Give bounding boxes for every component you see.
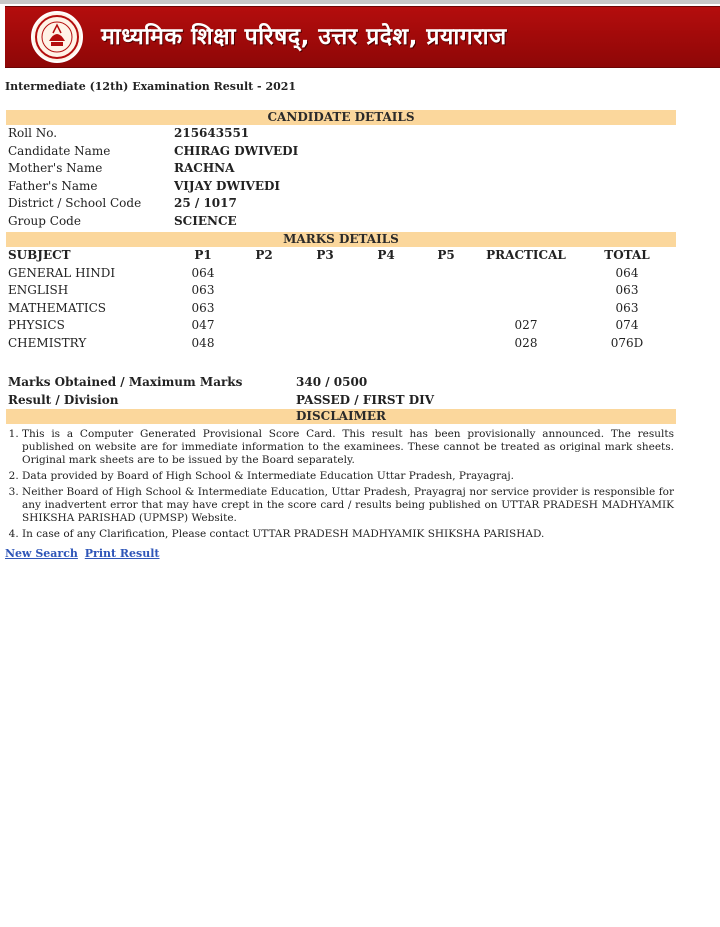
detail-value: 25 / 1017 [174, 196, 237, 210]
col-p2: P2 [255, 248, 273, 262]
mark-p1: 063 [191, 300, 215, 315]
detail-value: RACHNA [174, 161, 235, 175]
subject-name: PHYSICS [8, 318, 65, 332]
marks-row [6, 282, 676, 300]
marks-row [6, 317, 676, 335]
result-division-value: PASSED / FIRST DIV [296, 392, 435, 407]
detail-label: District / School Code [8, 196, 142, 210]
col-p3: P3 [316, 248, 334, 262]
board-title: माध्यमिक शिक्षा परिषद्, उत्तर प्रदेश, प्रयागराज [101, 24, 507, 50]
col-practical: PRACTICAL [486, 248, 566, 262]
detail-label: Mother's Name [8, 161, 103, 175]
marks-obtained-label: Marks Obtained / Maximum Marks [8, 375, 243, 389]
col-p4: P4 [377, 248, 395, 262]
disclaimer-item: 3. Neither Board of High School & Intermediate Education, Uttar Pradesh, Prayagraj nor service provider is responsible for any inadvertent error that may have crept in the score card / results being published on UTTAR PRADESH MADHYAMIK SHIKSHA PARISHAD (UPMSP) Website. [22, 486, 674, 525]
result-division-label: Result / Division [8, 392, 119, 407]
detail-value: SCIENCE [174, 213, 237, 228]
marks-row [6, 335, 676, 353]
candidate-details-heading: CANDIDATE DETAILS [6, 110, 676, 125]
header-banner [5, 6, 720, 68]
detail-value: VIJAY DWIVEDI [174, 178, 281, 193]
mark-total: 064 [615, 265, 639, 280]
new-search-link[interactable]: New Search [5, 547, 78, 560]
candidate-details-section [6, 110, 676, 230]
marks-details-section [6, 232, 676, 352]
detail-row-roll [6, 125, 676, 143]
detail-label: Group Code [8, 213, 81, 228]
disclaimer-section [6, 409, 676, 544]
subject-name: MATHEMATICS [8, 300, 106, 315]
detail-row-group [6, 213, 676, 231]
detail-row-father [6, 178, 676, 196]
detail-value: 215643551 [174, 126, 250, 140]
upmsp-emblem-icon [31, 11, 83, 63]
marks-obtained-value: 340 / 0500 [296, 375, 368, 389]
detail-label: Father's Name [8, 178, 98, 193]
mark-total: 074 [615, 318, 639, 332]
mark-p1: 048 [191, 335, 215, 350]
mark-p1: 063 [191, 283, 215, 297]
subject-name: CHEMISTRY [8, 335, 87, 350]
mark-practical: 028 [514, 335, 538, 350]
print-result-link[interactable]: Print Result [84, 547, 160, 560]
marks-details-heading: MARKS DETAILS [6, 232, 676, 247]
subject-name: ENGLISH [8, 283, 69, 297]
mark-total: 076D [610, 335, 644, 350]
mark-p1: 064 [191, 265, 215, 280]
mark-practical: 027 [514, 318, 538, 332]
result-summary [6, 374, 676, 409]
detail-row-district [6, 195, 676, 213]
disclaimer-item: 2. Data provided by Board of High School & Intermediate Education Uttar Pradesh, Prayagraj. [22, 470, 674, 483]
detail-row-mother [6, 160, 676, 178]
detail-value: CHIRAG DWIVEDI [174, 143, 299, 158]
col-subject: SUBJECT [8, 248, 71, 262]
marks-row [6, 265, 676, 283]
marks-row [6, 300, 676, 318]
disclaimer-heading: DISCLAIMER [6, 409, 676, 424]
result-links [5, 547, 163, 560]
result-division-row [6, 392, 676, 410]
mark-total: 063 [615, 300, 639, 315]
detail-label: Candidate Name [8, 143, 111, 158]
col-p1: P1 [194, 248, 212, 262]
disclaimer-item: 1. This is a Computer Generated Provisional Score Card. This result has been provisionally announced. The results published on website are for immediate information to the examinees. These cannot be treated as original mark sheets. Original mark sheets are to be issued by the Board separately. [22, 428, 674, 467]
col-total: TOTAL [604, 248, 650, 262]
detail-row-name [6, 143, 676, 161]
detail-label: Roll No. [8, 126, 58, 140]
browser-top-strip [0, 0, 720, 4]
col-p5: P5 [437, 248, 455, 262]
subject-name: GENERAL HINDI [8, 265, 116, 280]
marks-obtained-row [6, 374, 676, 392]
disclaimer-list [6, 428, 674, 541]
disclaimer-item: 4. In case of any Clarification, Please contact UTTAR PRADESH MADHYAMIK SHIKSHA PARISHAD. [22, 528, 674, 541]
mark-p1: 047 [191, 318, 215, 332]
mark-total: 063 [615, 283, 639, 297]
marks-header-row [6, 247, 676, 265]
exam-title: Intermediate (12th) Examination Result - 2021 [5, 80, 297, 93]
